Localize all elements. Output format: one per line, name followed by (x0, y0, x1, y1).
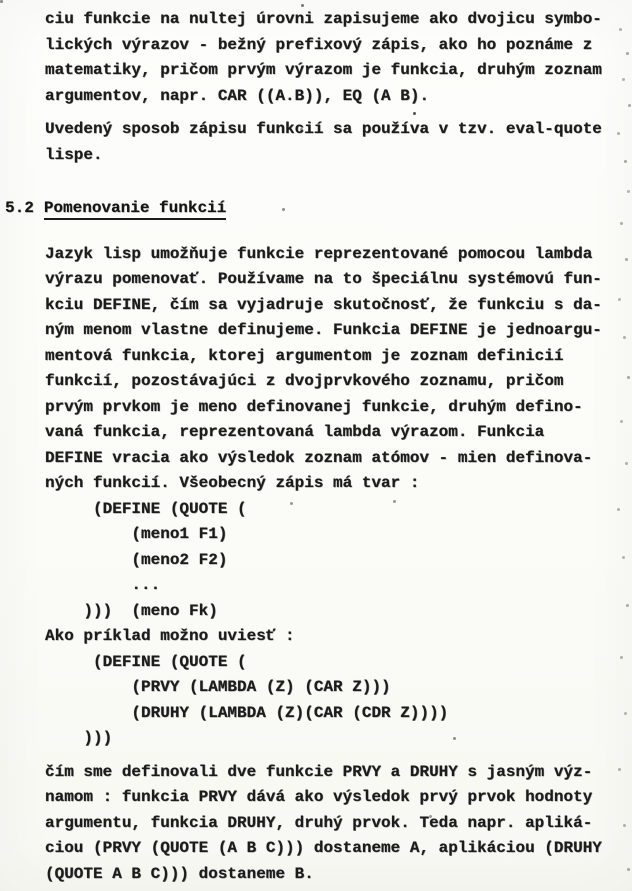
code-line: ))) (45, 729, 113, 747)
text-line: prvým prvkom je meno definovanej funkcie, druhým defino- (45, 397, 583, 416)
text-line: mentová funkcia, ktorej argumentom je zoznam definicií (45, 346, 564, 365)
section-title: Pomenovanie funkcií (44, 199, 226, 220)
code-line: (meno1 F1) (45, 525, 228, 543)
text-line: lických výrazov - bežný prefixový zápis, ako ho poznáme z (45, 35, 593, 54)
scan-noise-specks (0, 0, 3, 3)
section-heading (5, 196, 620, 222)
text-line: Ako príklad možno uviesť : (45, 627, 295, 645)
text-line: ným menom vlastne definujeme. Funkcia DEFINE je jednoargu- (45, 321, 602, 339)
text-line: lispe. (45, 145, 103, 164)
text-line: ných funkcií. Všeobecný zápis má tvar : (45, 474, 420, 492)
code-block (45, 650, 620, 752)
text-line: Uvedený sposob zápisu funkcií sa používa v tzv. eval-quote (45, 120, 602, 138)
paragraph-block (45, 7, 620, 109)
text-line: kciu DEFINE, čím sa vyjadruje skutočnosť, že funkciu s da- (45, 295, 602, 314)
text-line: Jazyk lisp umožňuje funkcie reprezentované pomocou lambda (45, 244, 593, 263)
text-line: DEFINE vracia ako výsledok zoznam atómov - mien definova- (45, 448, 593, 467)
heading-line (5, 196, 580, 222)
paragraph-block (45, 117, 620, 168)
text-line: ciu funkcie na nultej úrovni zapisujeme ako dvojicu symbo- (45, 10, 602, 28)
text-line: argumentu, funkcia DRUHY, druhý prvok. Teda napr. apliká- (45, 813, 593, 832)
code-line: (meno2 F2) (45, 550, 228, 569)
text-line: vaná funkcia, reprezentovaná lambda výrazom. Funkcia (45, 423, 545, 441)
text-line: namom : funkcia PRVY dává ako výsledok prvý prvok hodnoty (45, 788, 593, 806)
text-line: (QUOTE A B C))) dostaneme B. (45, 864, 314, 883)
text-column (5, 7, 620, 887)
code-line: (DRUHY (LAMBDA (Z)(CAR (CDR Z)))) (45, 703, 449, 722)
code-line: ))) (meno Fk) (45, 601, 218, 620)
paragraph-block (45, 242, 620, 497)
text-line: matematiky, pričom prvým výrazom je funkcia, druhým zoznam (45, 61, 602, 79)
section-number: 5.2 (5, 199, 34, 217)
paragraph-block (45, 624, 620, 650)
code-line: ... (45, 576, 161, 594)
code-line: (DEFINE (QUOTE ( (45, 652, 247, 671)
text-line: výrazu pomenovať. Používame na to špeciálnu systémovú fun- (45, 270, 602, 288)
paragraph-block (45, 760, 620, 888)
text-line: ciou (PRVY (QUOTE (A B C))) dostaneme A, aplikáciou (DRUHY (45, 839, 602, 857)
text-line: argumentov, napr. CAR ((A.B)), EQ (A B). (45, 86, 430, 105)
text-line: funkcií, pozostávajúci z dvojprvkového zoznamu, pričom (45, 372, 564, 390)
code-line: (DEFINE (QUOTE ( (45, 499, 247, 518)
code-line: (PRVY (LAMBDA (Z) (CAR Z))) (45, 678, 391, 696)
text-line: čím sme definovali dve funkcie PRVY a DRUHY s jasným výz- (45, 762, 593, 781)
code-block (45, 497, 620, 625)
